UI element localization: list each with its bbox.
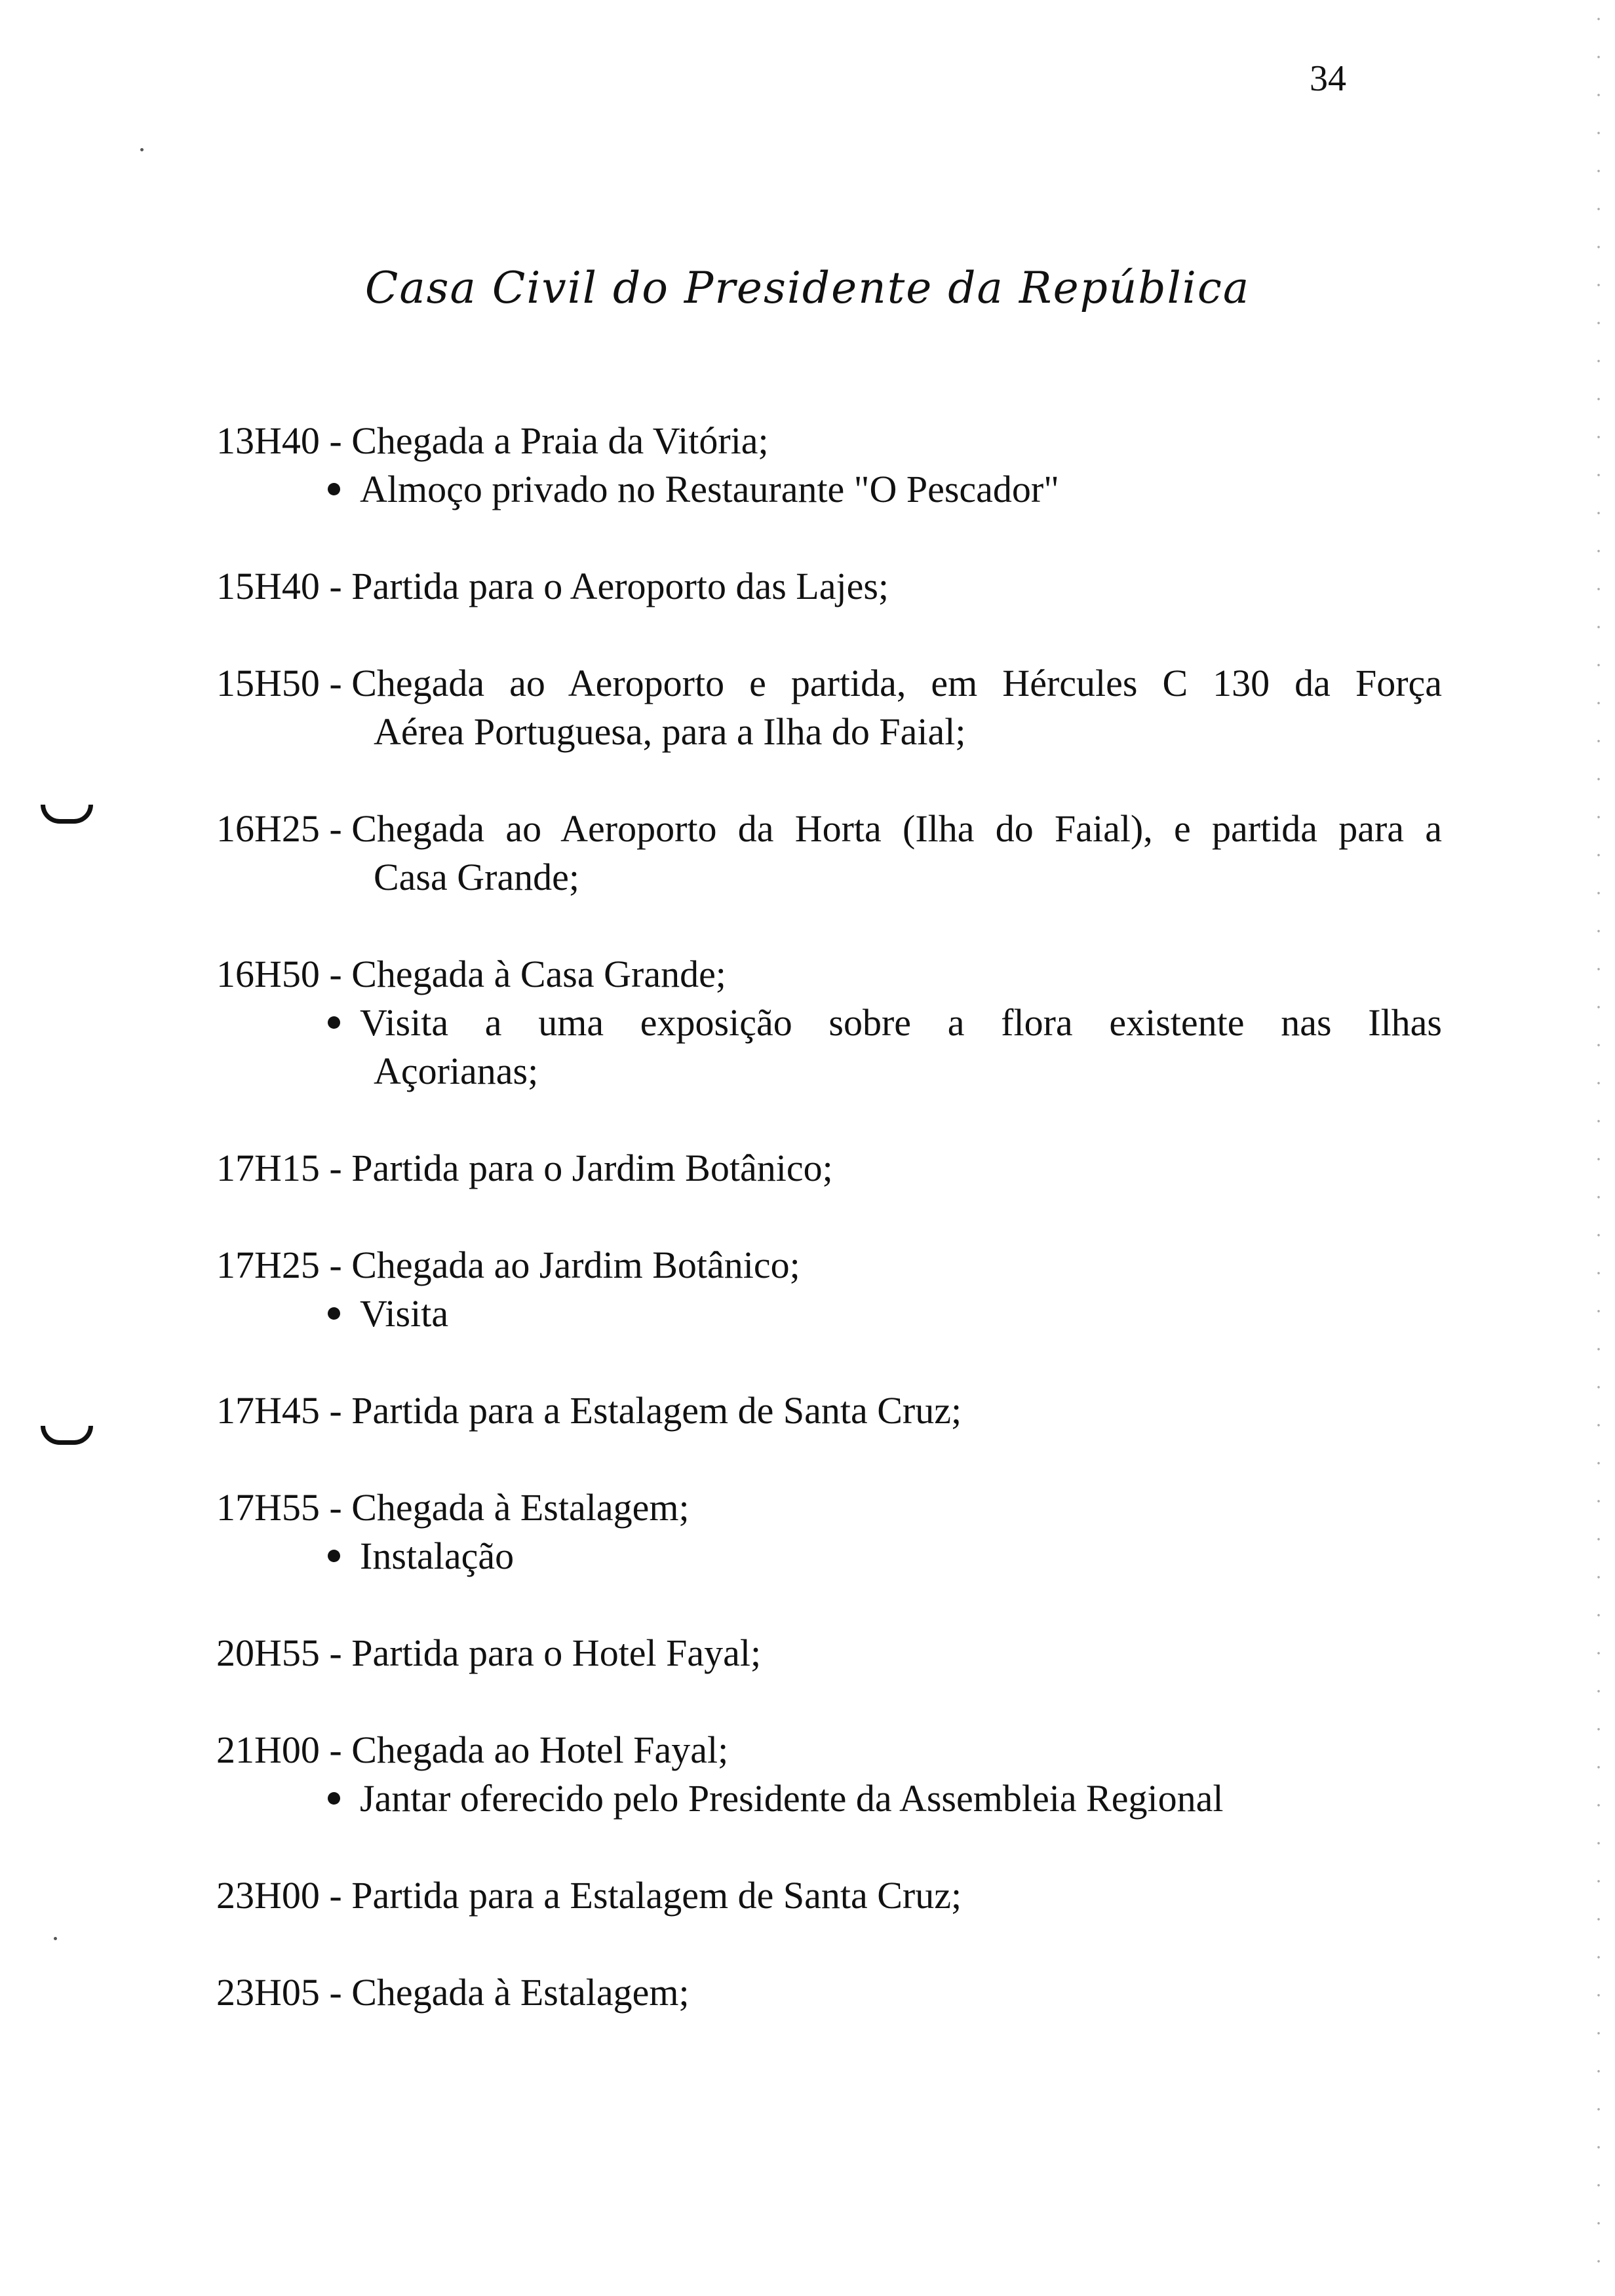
entry-text: Chegada ao Aeroporto da Horta (Ilha do Faial), e partida para a: [351, 807, 1442, 850]
entry-continuation: Aérea Portuguesa, para a Ilha do Faial;: [374, 710, 966, 753]
entry-separator: -: [319, 1147, 352, 1189]
entry-time: 13H40: [216, 419, 320, 462]
entry-separator: -: [319, 1632, 352, 1674]
schedule-entry: [216, 1968, 1442, 2017]
entry-separator: -: [319, 1244, 352, 1286]
schedule-entry: [216, 805, 1442, 902]
entry-separator: -: [319, 1389, 352, 1432]
entry-separator: -: [319, 662, 352, 704]
entry-time: 15H50: [216, 662, 320, 704]
scan-speck: [140, 148, 144, 151]
entry-time: 20H55: [216, 1632, 320, 1674]
bullet-item: [328, 465, 1442, 514]
bullet-item: [328, 1532, 1442, 1580]
scan-edge-dots: [1597, 0, 1601, 2296]
check-mark-icon: [41, 1426, 93, 1445]
schedule-entry: [216, 1726, 1442, 1823]
entry-separator: -: [319, 1729, 352, 1771]
entry-separator: -: [319, 419, 352, 462]
bullet-item: [328, 1290, 1442, 1338]
entry-time: 15H40: [216, 565, 320, 607]
schedule-entry: [216, 562, 1442, 611]
entry-text: Partida para o Aeroporto das Lajes;: [351, 565, 889, 607]
entry-time: 17H45: [216, 1389, 320, 1432]
entry-continuation: Casa Grande;: [374, 856, 580, 898]
entry-text: Chegada à Casa Grande;: [351, 953, 726, 995]
entry-time: 17H55: [216, 1486, 320, 1529]
bullet-icon: [328, 1307, 340, 1320]
scan-speck: [54, 1937, 57, 1940]
entry-time: 17H15: [216, 1147, 320, 1189]
entry-separator: -: [319, 1874, 352, 1917]
schedule-entry: [216, 417, 1442, 514]
bullet-text: Visita: [360, 1292, 449, 1335]
schedule-list: [216, 417, 1442, 2065]
schedule-entry: [216, 1387, 1442, 1435]
entry-text: Chegada ao Aeroporto e partida, em Hércules C 130 da Força: [351, 662, 1442, 704]
bullet-continuation: Açorianas;: [374, 1050, 539, 1092]
bullet-text: Instalação: [360, 1535, 515, 1577]
bullet-item: [328, 999, 1442, 1047]
bullet-item: [328, 1774, 1442, 1823]
entry-separator: -: [319, 1486, 352, 1529]
entry-text: Chegada à Estalagem;: [351, 1971, 690, 2014]
schedule-entry: [216, 1483, 1442, 1580]
bullet-icon: [328, 1792, 340, 1805]
schedule-entry: [216, 1144, 1442, 1193]
bullet-icon: [328, 483, 340, 495]
bullet-text: Jantar oferecido pelo Presidente da Assembleia Regional: [360, 1777, 1224, 1820]
entry-separator: -: [319, 807, 352, 850]
bullet-text: Almoço privado no Restaurante "O Pescador": [360, 468, 1059, 510]
entry-text: Chegada ao Jardim Botânico;: [351, 1244, 800, 1286]
entry-time: 23H00: [216, 1874, 320, 1917]
entry-text: Partida para a Estalagem de Santa Cruz;: [351, 1874, 962, 1917]
entry-time: 21H00: [216, 1729, 320, 1771]
entry-text: Partida para o Hotel Fayal;: [351, 1632, 762, 1674]
schedule-entry: [216, 1871, 1442, 1920]
entry-time: 16H25: [216, 807, 320, 850]
entry-text: Chegada à Estalagem;: [351, 1486, 690, 1529]
bullet-icon: [328, 1016, 340, 1029]
entry-text: Partida para o Jardim Botânico;: [351, 1147, 833, 1189]
entry-separator: -: [319, 565, 352, 607]
entry-text: Partida para a Estalagem de Santa Cruz;: [351, 1389, 962, 1432]
check-mark-icon: [41, 805, 93, 824]
entry-separator: -: [319, 953, 352, 995]
page-number: 34: [1310, 58, 1346, 99]
entry-time: 23H05: [216, 1971, 320, 2014]
entry-separator: -: [319, 1971, 352, 2014]
schedule-entry: [216, 1629, 1442, 1677]
bullet-text: Visita a uma exposição sobre a flora existente nas Ilhas: [360, 1001, 1442, 1044]
bullet-icon: [328, 1550, 340, 1562]
entry-text: Chegada a Praia da Vitória;: [351, 419, 769, 462]
letterhead: Casa Civil do Presidente da República: [364, 263, 1251, 313]
schedule-entry: [216, 659, 1442, 756]
schedule-entry: [216, 1241, 1442, 1338]
entry-text: Chegada ao Hotel Fayal;: [351, 1729, 729, 1771]
schedule-entry: [216, 950, 1442, 1096]
entry-time: 16H50: [216, 953, 320, 995]
entry-time: 17H25: [216, 1244, 320, 1286]
